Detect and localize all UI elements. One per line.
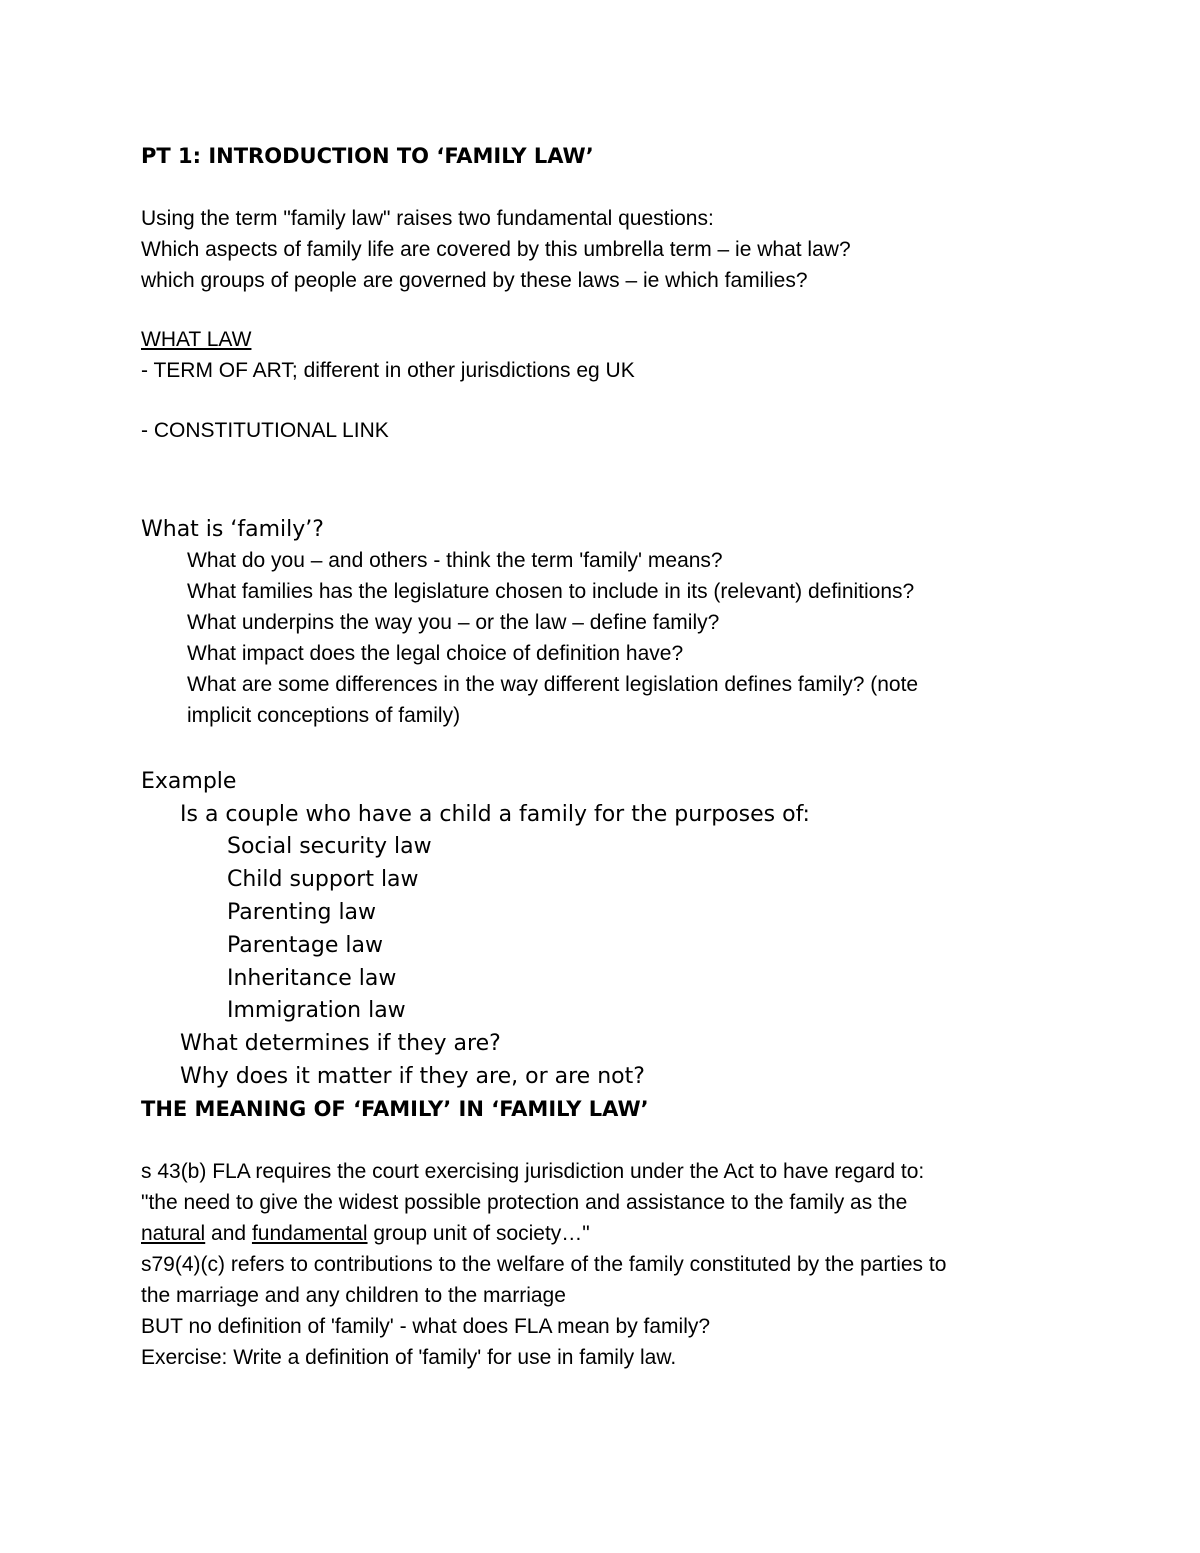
family-question-5-continued: implicit conceptions of family) xyxy=(187,704,461,727)
meaning-line-3-rest: group unit of society…" xyxy=(367,1222,590,1245)
intro-line-1: Using the term "family law" raises two fundamental questions: xyxy=(141,207,714,230)
underlined-word-fundamental: fundamental xyxy=(251,1222,368,1245)
intro-line-3: which groups of people are governed by these laws – ie which families? xyxy=(141,269,808,292)
meaning-line-7: Exercise: Write a definition of 'family' for use in family law. xyxy=(141,1346,677,1369)
example-question-3: Why does it matter if they are, or are not? xyxy=(180,1064,645,1089)
meaning-line-2: "the need to give the widest possible protection and assistance to the family as the xyxy=(141,1191,908,1214)
what-law-item-term-of-art: - TERM OF ART; different in other jurisdictions eg UK xyxy=(141,359,635,382)
family-question-3: What underpins the way you – or the law – define family? xyxy=(187,611,720,634)
underlined-word-natural: natural xyxy=(141,1222,206,1245)
what-law-item-constitutional-link: - CONSTITUTIONAL LINK xyxy=(141,419,389,442)
family-question-5: What are some differences in the way different legislation defines family? (note xyxy=(187,673,919,696)
example-law-immigration: Immigration law xyxy=(227,998,406,1023)
meaning-line-4: s79(4)(c) refers to contributions to the welfare of the family constituted by the parties to xyxy=(141,1253,947,1276)
example-law-child-support: Child support law xyxy=(227,867,419,892)
conjunction-and: and xyxy=(205,1222,252,1245)
meaning-line-1: s 43(b) FLA requires the court exercising jurisdiction under the Act to have regard to: xyxy=(141,1160,925,1183)
meaning-line-6: BUT no definition of 'family' - what does FLA mean by family? xyxy=(141,1315,711,1338)
meaning-line-3 xyxy=(141,1222,590,1246)
example-heading: Example xyxy=(141,769,237,794)
example-question-2: What determines if they are? xyxy=(180,1031,501,1056)
example-law-social-security: Social security law xyxy=(227,834,432,859)
family-question-4: What impact does the legal choice of definition have? xyxy=(187,642,684,665)
what-is-family-heading: What is ‘family’? xyxy=(141,517,324,542)
heading-introduction: PT 1: INTRODUCTION TO ‘FAMILY LAW’ xyxy=(141,144,594,168)
example-question: Is a couple who have a child a family for the purposes of: xyxy=(180,802,810,827)
intro-line-2: Which aspects of family life are covered by this umbrella term – ie what law? xyxy=(141,238,851,261)
example-law-parenting: Parenting law xyxy=(227,900,377,925)
heading-meaning-of-family: THE MEANING OF ‘FAMILY’ IN ‘FAMILY LAW’ xyxy=(141,1097,649,1121)
family-question-2: What families has the legislature chosen to include in its (relevant) definitions? xyxy=(187,580,915,603)
meaning-line-5: the marriage and any children to the marriage xyxy=(141,1284,566,1307)
example-law-parentage: Parentage law xyxy=(227,933,383,958)
family-question-1: What do you – and others - think the term 'family' means? xyxy=(187,549,723,572)
what-law-heading: WHAT LAW xyxy=(141,328,252,351)
example-law-inheritance: Inheritance law xyxy=(227,966,397,991)
